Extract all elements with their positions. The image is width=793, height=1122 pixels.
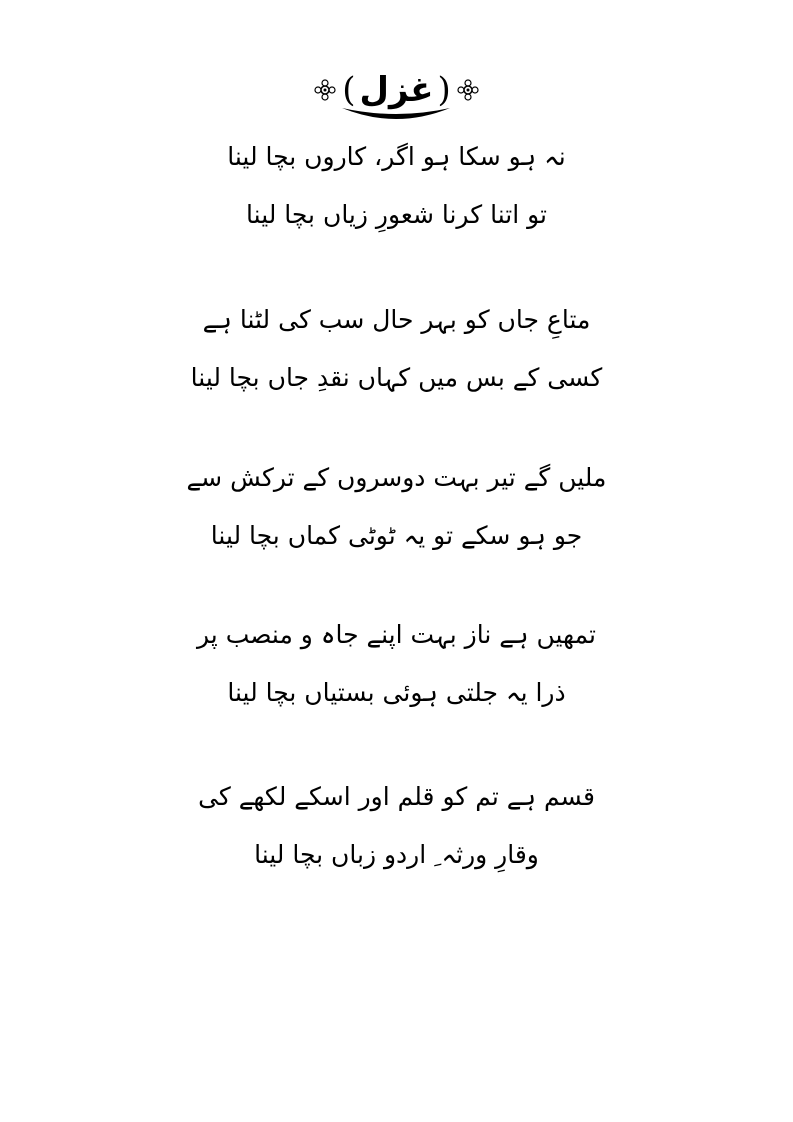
- flower-ornament-icon: [312, 77, 338, 103]
- stanza-5: [0, 782, 793, 898]
- verse-line: ذرا یہ جلتی ہوئی بستیاں بچا لینا: [227, 678, 566, 707]
- title-paren-close: ): [437, 70, 451, 110]
- title-paren-open: (: [342, 70, 356, 110]
- verse-line: نہ ہو سکا ہو اگر، کاروں بچا لینا: [227, 142, 566, 171]
- verse-line: وقارِ ورثہ ِ اردو زباں بچا لینا: [254, 840, 539, 869]
- flower-ornament-icon: [455, 77, 481, 103]
- stanza-3: [0, 463, 793, 579]
- stanza-1: [0, 142, 793, 258]
- stanza-2: [0, 305, 793, 421]
- verse-line: کسی کے بس میں کہاں نقدِ جاں بچا لینا: [190, 363, 603, 392]
- verse-line: جو ہو سکے تو یہ ٹوٹی کماں بچا لینا: [210, 521, 583, 550]
- stanza-4: [0, 620, 793, 736]
- verse-line: ملیں گے تیر بہت دوسروں کے ترکش سے: [186, 463, 607, 492]
- verse-line: تمھیں ہے ناز بہت اپنے جاہ و منصب پر: [197, 620, 596, 649]
- crescent-ornament-icon: [336, 104, 456, 124]
- verse-line: متاعِ جاں کو بہر حال سب کی لٹنا ہے: [202, 305, 591, 334]
- verse-line: قسم ہے تم کو قلم اور اسکے لکھے کی: [198, 782, 595, 811]
- verse-line: تو اتنا کرنا شعورِ زیاں بچا لینا: [246, 200, 547, 229]
- poem-title: غزل: [359, 70, 434, 110]
